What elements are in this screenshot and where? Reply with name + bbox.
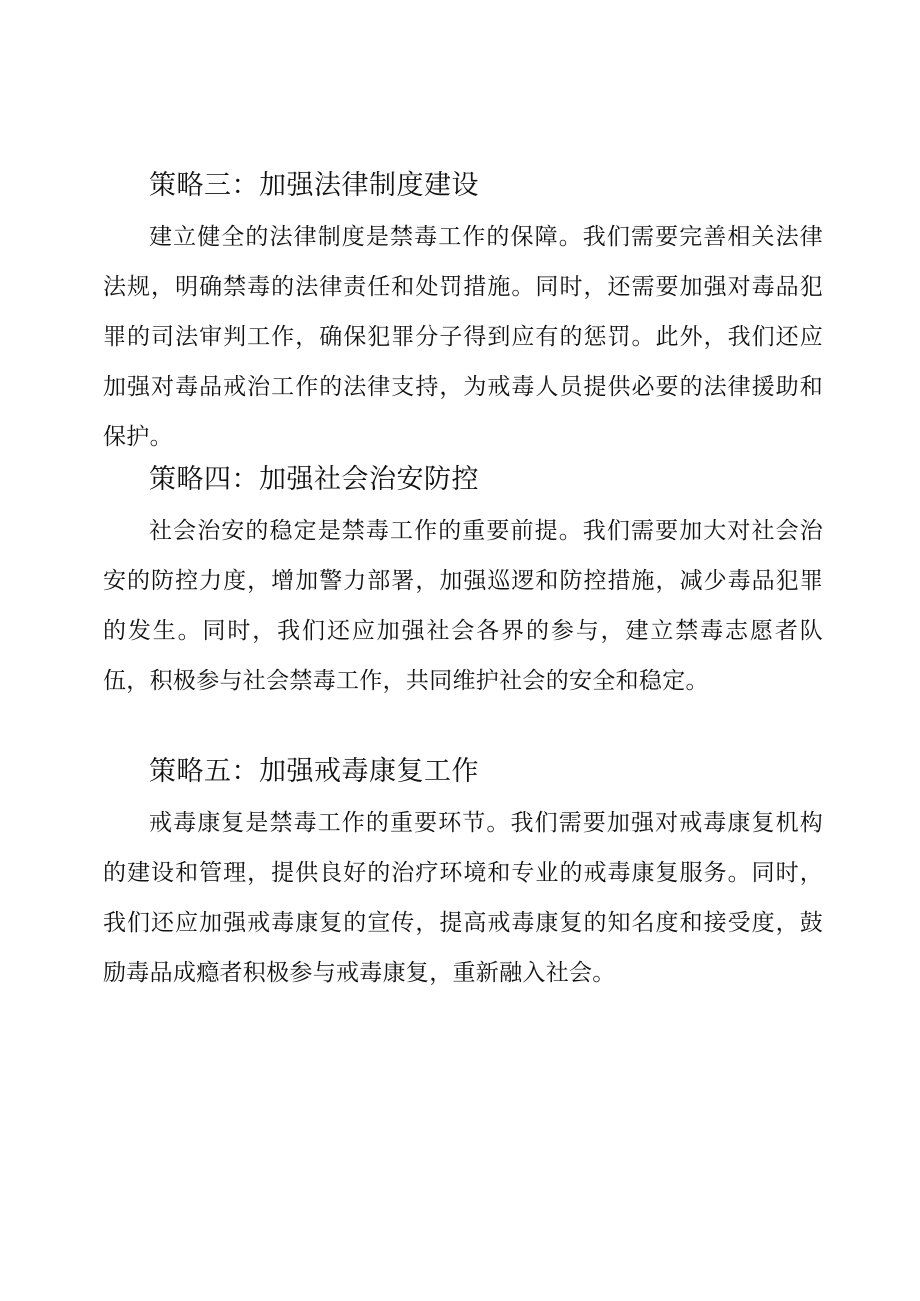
section-paragraph: 建立健全的法律制度是禁毒工作的保障。我们需要完善相关法律法规，明确禁毒的法律责任和处罚措施。同时，还需要加强对毒品犯罪的司法审判工作，确保犯罪分子得到应有的惩罚。此外，我们还应加强对毒品戒治工作的法律支持，为戒毒人员提供必要的法律援助和保护。 xyxy=(103,224,823,450)
section-paragraph: 社会治安的稳定是禁毒工作的重要前提。我们需要加大对社会治安的防控力度，增加警力部署，加强巡逻和防控措施，减少毒品犯罪的发生。同时，我们还应加强社会各界的参与，建立禁毒志愿者队伍，积极参与社会禁毒工作，共同维护社会的安全和稳定。 xyxy=(103,518,823,694)
section-heading: 策略三：加强法律制度建设 xyxy=(149,170,479,201)
section-heading: 策略四：加强社会治安防控 xyxy=(149,464,479,495)
section-heading: 策略五：加强戒毒康复工作 xyxy=(149,756,479,787)
section-strategy-4 xyxy=(103,462,823,706)
section-strategy-3 xyxy=(103,168,823,462)
section-paragraph: 戒毒康复是禁毒工作的重要环节。我们需要加强对戒毒康复机构的建设和管理，提供良好的治疗环境和专业的戒毒康复服务。同时，我们还应加强戒毒康复的宣传，提高戒毒康复的知名度和接受度，鼓励毒品成瘾者积极参与戒毒康复，重新融入社会。 xyxy=(103,810,823,986)
section-strategy-5 xyxy=(103,754,823,998)
